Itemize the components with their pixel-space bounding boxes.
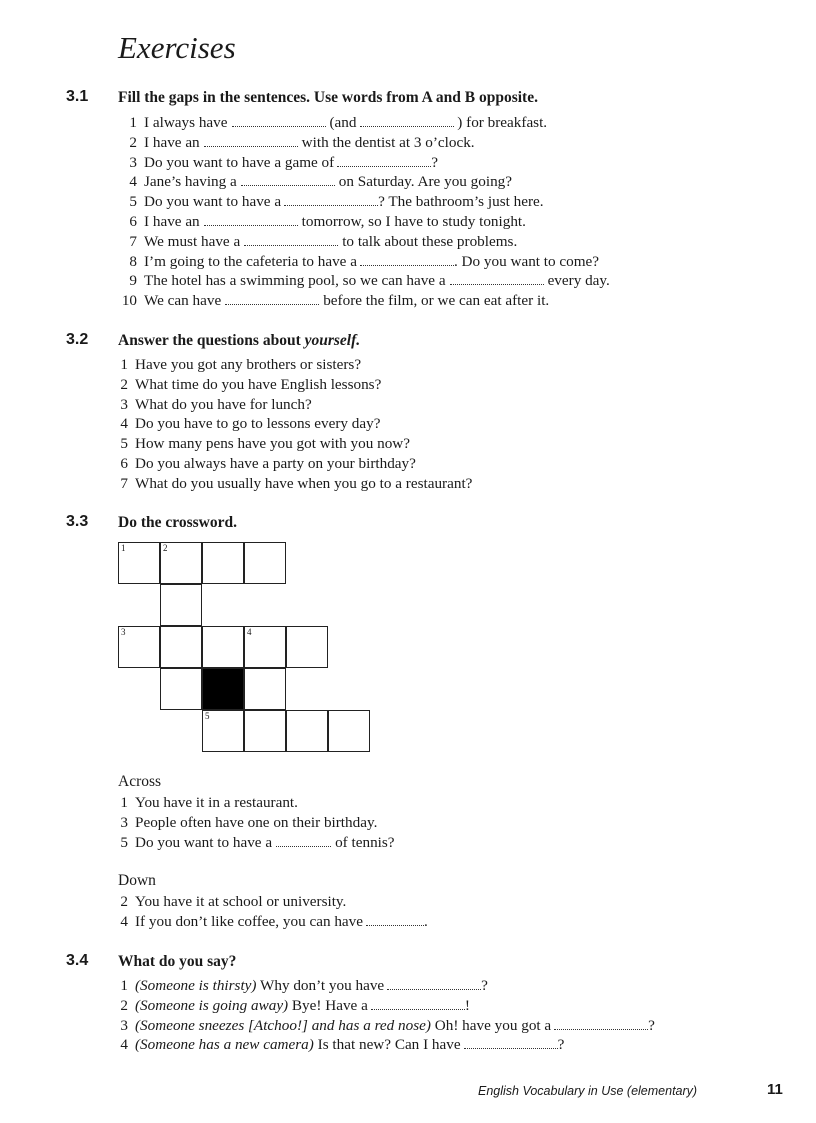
item-number: 7 <box>129 232 137 250</box>
item-text: to talk about these problems. <box>342 232 518 250</box>
section-heading: What do you say? <box>118 953 237 970</box>
item-text: Do you want to have a game of <box>144 153 335 171</box>
item-number: 5 <box>129 193 137 211</box>
cell-number: 5 <box>205 711 210 721</box>
list-item <box>118 976 655 996</box>
across-clues <box>118 793 395 852</box>
crossword-cell[interactable] <box>286 626 328 668</box>
crossword-cell[interactable] <box>328 710 370 752</box>
heading-text: Answer the questions about <box>118 332 305 349</box>
blank-gap[interactable] <box>371 998 465 1010</box>
item-number: 3 <box>120 1016 128 1034</box>
item-text: (and <box>329 114 357 131</box>
section-heading <box>118 332 360 350</box>
list-item <box>118 793 395 813</box>
item-number: 3 <box>129 153 137 171</box>
item-number: 1 <box>120 356 128 373</box>
list-item <box>118 912 428 932</box>
across-heading: Across <box>118 773 162 790</box>
down-heading: Down <box>118 872 156 889</box>
crossword-cell[interactable] <box>202 626 244 668</box>
list-item <box>118 271 610 291</box>
item-number: 1 <box>129 114 137 131</box>
cell-number: 2 <box>163 543 168 553</box>
item-number: 4 <box>120 1036 128 1054</box>
list-item <box>118 232 610 252</box>
page-title: Exercises <box>118 30 236 65</box>
item-number: 4 <box>120 912 128 930</box>
item-number: 1 <box>120 977 128 994</box>
book-title-footer: English Vocabulary in Use (elementary) <box>478 1084 698 1098</box>
item-number: 7 <box>120 474 128 492</box>
item-number: 10 <box>121 292 137 310</box>
question-text: Have you got any brothers or sisters? <box>135 356 362 373</box>
list-item <box>118 395 472 415</box>
section-heading: Do the crossword. <box>118 514 237 531</box>
item-text: If you don’t like coffee, you can have <box>135 912 364 930</box>
question-text: Do you have to go to lessons every day? <box>135 415 381 433</box>
item-text: ? <box>648 1016 655 1034</box>
crossword-grid <box>118 542 332 754</box>
item-text: with the dentist at 3 o’clock. <box>301 133 475 151</box>
item-number: 4 <box>129 173 137 191</box>
list-item <box>118 1016 655 1036</box>
item-number: 4 <box>120 415 128 433</box>
item-text: tomorrow, so I have to study tonight. <box>301 212 526 230</box>
item-text: ) for breakfast. <box>457 114 548 131</box>
list-item <box>118 434 472 454</box>
item-text: ? <box>431 153 438 171</box>
list-item <box>118 252 610 272</box>
crossword-cell[interactable] <box>160 542 202 584</box>
blank-gap[interactable] <box>276 835 331 847</box>
heading-emphasis: yourself. <box>304 332 361 349</box>
crossword-cell[interactable] <box>244 626 286 668</box>
list-item <box>118 1035 655 1055</box>
blank-gap[interactable] <box>450 273 544 285</box>
item-text: ? <box>557 1036 565 1054</box>
list-item <box>118 454 472 474</box>
item-text: We must have a <box>144 232 241 250</box>
crossword-cell[interactable] <box>202 542 244 584</box>
question-text: What do you usually have when you go to a restaurant? <box>135 474 473 492</box>
crossword-cell[interactable] <box>118 542 160 584</box>
item-text: Jane’s having a <box>144 173 237 191</box>
list-item <box>118 833 395 853</box>
item-text: of tennis? <box>335 833 395 851</box>
question-list <box>118 355 472 494</box>
item-text: Do you want to have a <box>135 833 273 851</box>
cell-number: 1 <box>121 543 126 553</box>
list-item <box>118 375 472 395</box>
list-item <box>118 212 610 232</box>
list-item <box>118 172 610 192</box>
section-heading: Fill the gaps in the sentences. Use words from A and B opposite. <box>118 89 538 106</box>
question-text: Do you always have a party on your birthday? <box>135 454 416 472</box>
item-text: I have an <box>144 133 200 151</box>
situation-cue: (Someone is thirsty) <box>135 977 257 994</box>
section-number: 3.2 <box>66 331 89 348</box>
item-text: Why don’t you have <box>260 977 385 994</box>
crossword-cell[interactable] <box>202 710 244 752</box>
list-item <box>118 474 472 494</box>
item-text: I have an <box>144 212 200 230</box>
item-number: 2 <box>129 133 137 151</box>
blank-gap[interactable] <box>204 135 298 147</box>
item-text: on Saturday. Are you going? <box>338 173 513 191</box>
item-text: . <box>424 912 428 930</box>
cell-number: 4 <box>247 627 252 637</box>
crossword-cell[interactable] <box>160 626 202 668</box>
blank-gap[interactable] <box>366 914 424 926</box>
list-item <box>118 996 655 1016</box>
down-clues <box>118 892 428 932</box>
situation-list <box>118 976 655 1055</box>
blank-gap[interactable] <box>464 1037 558 1049</box>
blank-gap[interactable] <box>244 234 338 246</box>
blank-gap[interactable] <box>360 115 454 127</box>
item-number: 9 <box>129 272 137 290</box>
blank-gap[interactable] <box>204 214 298 226</box>
exercise-list <box>118 113 610 311</box>
crossword-cell[interactable] <box>244 710 286 752</box>
item-text: We can have <box>144 292 222 310</box>
blank-gap[interactable] <box>337 155 431 167</box>
item-number: 6 <box>129 212 137 230</box>
item-number: 3 <box>120 395 128 413</box>
item-text: I always have <box>144 114 228 131</box>
crossword-cell[interactable] <box>244 668 286 710</box>
crossword-cell[interactable] <box>160 584 202 626</box>
item-text: ! <box>464 996 470 1014</box>
item-number: 2 <box>120 375 128 393</box>
section-number: 3.3 <box>66 513 89 530</box>
blank-gap[interactable] <box>225 293 319 305</box>
item-text: . Do you want to come? <box>453 252 600 270</box>
item-text: Oh! have you got a <box>434 1016 552 1034</box>
item-number: 1 <box>120 794 128 811</box>
item-text: ? The bathroom’s just here. <box>378 193 544 211</box>
item-number: 3 <box>120 813 128 831</box>
situation-cue: (Someone is going away) <box>135 996 289 1014</box>
item-text: I’m going to the cafeteria to have a <box>144 252 357 270</box>
list-item <box>118 133 610 153</box>
section-number: 3.4 <box>66 952 89 969</box>
list-item <box>118 153 610 173</box>
list-item <box>118 291 610 311</box>
list-item <box>118 192 610 212</box>
item-text: People often have one on their birthday. <box>135 813 378 831</box>
item-number: 2 <box>120 893 128 910</box>
blank-gap[interactable] <box>284 194 378 206</box>
question-text: What do you have for lunch? <box>135 395 312 413</box>
item-text: ? <box>481 977 488 994</box>
crossword-cell[interactable] <box>160 668 202 710</box>
item-text: every day. <box>547 272 610 290</box>
blank-gap[interactable] <box>241 174 335 186</box>
item-number: 5 <box>120 833 128 851</box>
crossword-cell[interactable] <box>244 542 286 584</box>
page-number: 11 <box>767 1081 783 1098</box>
blank-gap[interactable] <box>387 978 481 990</box>
question-text: How many pens have you got with you now? <box>135 435 411 453</box>
item-number: 6 <box>120 454 128 472</box>
list-item <box>118 113 610 133</box>
list-item <box>118 414 472 434</box>
item-number: 5 <box>120 435 128 453</box>
section-number: 3.1 <box>66 88 89 105</box>
crossword-black-cell <box>202 668 244 710</box>
crossword-cell[interactable] <box>286 710 328 752</box>
item-number: 8 <box>129 252 137 270</box>
item-text: You have it at school or university. <box>135 893 347 910</box>
item-number: 2 <box>120 996 128 1014</box>
blank-gap[interactable] <box>554 1018 648 1030</box>
item-text: The hotel has a swimming pool, so we can have a <box>144 272 446 290</box>
question-text: What time do you have English lessons? <box>135 375 382 393</box>
situation-cue: (Someone sneezes [Atchoo!] and has a red nose) <box>135 1016 431 1034</box>
item-text: before the film, or we can eat after it. <box>323 292 550 310</box>
cell-number: 3 <box>121 627 126 637</box>
list-item <box>118 892 428 912</box>
situation-cue: (Someone has a new camera) <box>135 1036 314 1054</box>
item-text: Do you want to have a <box>144 193 282 211</box>
list-item <box>118 813 395 833</box>
blank-gap[interactable] <box>360 254 454 266</box>
item-text: You have it in a restaurant. <box>135 794 298 811</box>
crossword-cell[interactable] <box>118 626 160 668</box>
item-text: Bye! Have a <box>291 996 368 1014</box>
blank-gap[interactable] <box>232 115 326 127</box>
list-item <box>118 355 472 375</box>
item-text: Is that new? Can I have <box>317 1036 461 1054</box>
